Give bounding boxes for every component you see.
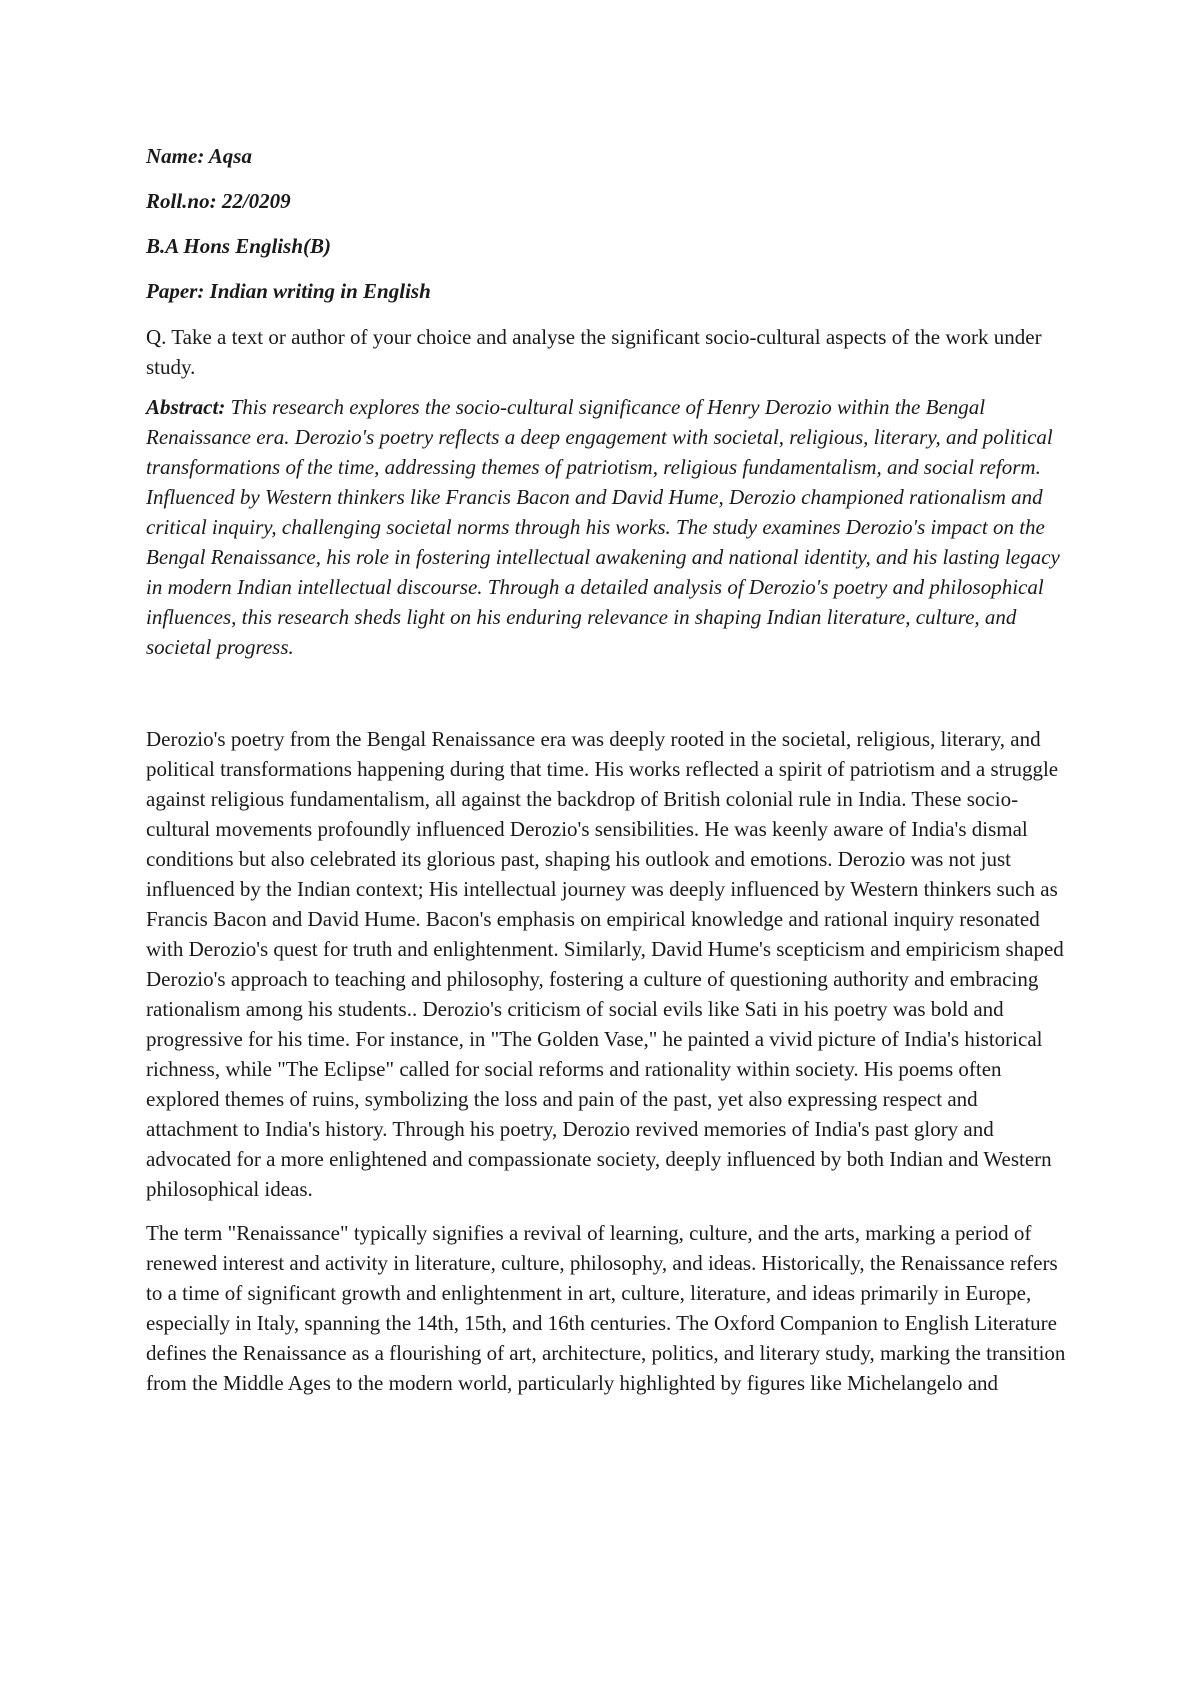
paper-title: Paper: Indian writing in English bbox=[146, 279, 431, 303]
body-paragraph-2: The term "Renaissance" typically signifies a revival of learning, culture, and the arts, marking a period of renewed interest and activity in literature, culture, philosophy, and ideas. Historically, the Renaissance refers to a time of significant growth and enlightenment in art, culture, literature, and ideas primarily in Europe, especially in Italy, spanning the 14th, 15th, and 16th centuries. The Oxford Companion to English Literature defines the Renaissance as a flourishing of art, architecture, politics, and literary study, marking the transition from the Middle Ages to the modern world, particularly highlighted by figures like Michelangelo and bbox=[146, 1221, 1066, 1395]
abstract-text: This research explores the socio-cultural significance of Henry Derozio within the Bengal Renaissance era. Derozio's poetry reflects a deep engagement with societal, religious, literary, and political transformations of the time, addressing themes of patriotism, religious fundamentalism, and social reform. Influenced by Western thinkers like Francis Bacon and David Hume, Derozio championed rationalism and critical inquiry, challenging societal norms through his works. The study examines Derozio's impact on the Bengal Renaissance, his role in fostering intellectual awakening and national identity, and his lasting legacy in modern Indian intellectual discourse. Through a detailed analysis of Derozio's poetry and philosophical influences, this research sheds light on his enduring relevance in shaping Indian literature, culture, and societal progress. bbox=[146, 395, 1060, 659]
abstract bbox=[146, 392, 1066, 662]
course-name: B.A Hons English(B) bbox=[146, 234, 331, 258]
document-page bbox=[146, 142, 1066, 1412]
student-name: Name: Aqsa bbox=[146, 144, 252, 168]
body-paragraph-1: Derozio's poetry from the Bengal Renaissance era was deeply rooted in the societal, religious, literary, and political transformations happening during that time. His works reflected a spirit of patriotism and a struggle against religious fundamentalism, all against the backdrop of British colonial rule in India. These socio-cultural movements profoundly influenced Derozio's sensibilities. He was keenly aware of India's dismal conditions but also celebrated its glorious past, shaping his outlook and emotions. Derozio was not just influenced by the Indian context; His intellectual journey was deeply influenced by Western thinkers such as Francis Bacon and David Hume. Bacon's emphasis on empirical knowledge and rational inquiry resonated with Derozio's quest for truth and enlightenment. Similarly, David Hume's scepticism and empiricism shaped Derozio's approach to teaching and philosophy, fostering a culture of questioning authority and embracing rationalism among his students.. Derozio's criticism of social evils like Sati in his poetry was bold and progressive for his time. For instance, in "The Golden Vase," he painted a vivid picture of India's historical richness, while "The Eclipse" called for social reforms and rationality within society. His poems often explored themes of ruins, symbolizing the loss and pain of the past, yet also expressing respect and attachment to India's history. Through his poetry, Derozio revived memories of India's past glory and advocated for a more enlightened and compassionate society, deeply influenced by both Indian and Western philosophical ideas. bbox=[146, 727, 1064, 1201]
abstract-label: Abstract: bbox=[146, 395, 226, 419]
roll-number: Roll.no: 22/0209 bbox=[146, 189, 291, 213]
question-text: Q. Take a text or author of your choice and analyse the significant socio-cultural aspects of the work under study. bbox=[146, 325, 1042, 379]
